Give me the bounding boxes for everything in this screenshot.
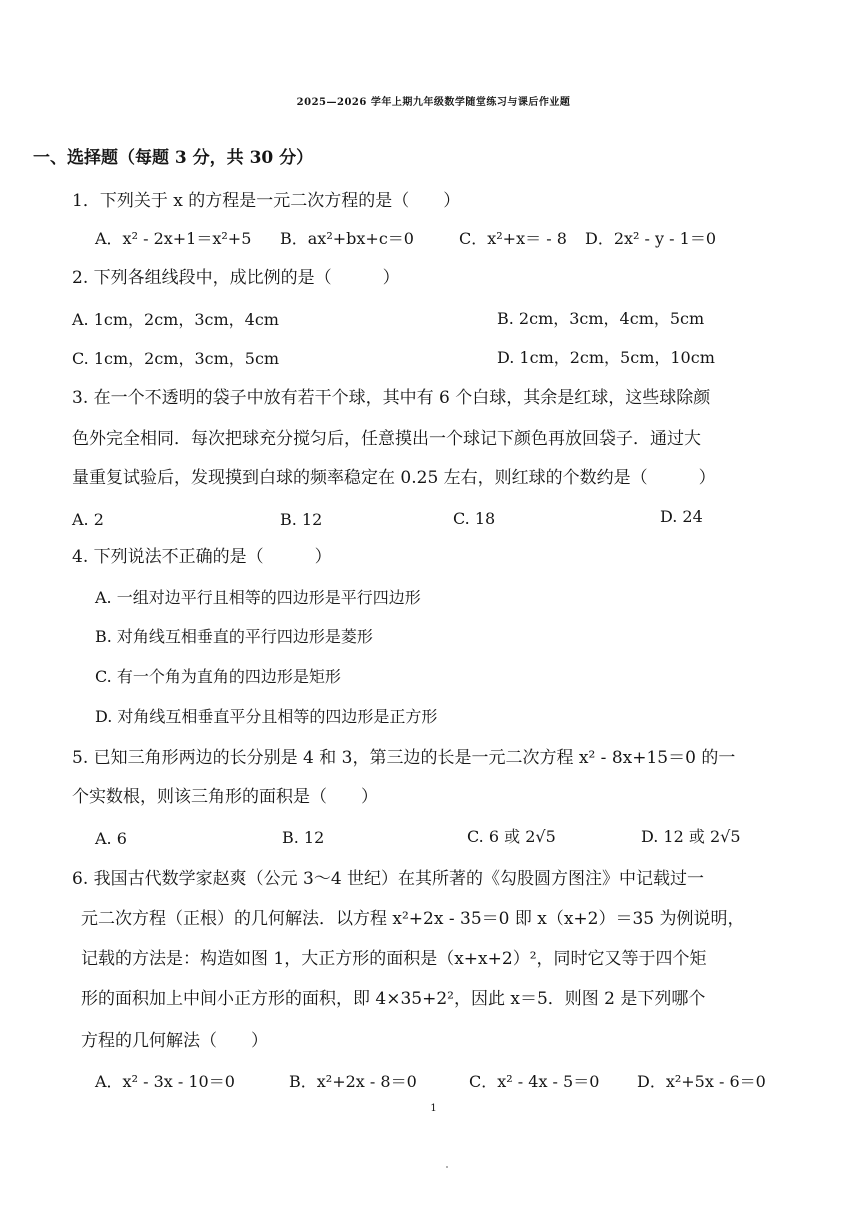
question-5-option-b: B. 12 (282, 828, 325, 847)
question-3-stem-line-2: 色外完全相同．每次把球充分搅匀后，任意摸出一个球记下颜色再放回袋子．通过大 (72, 429, 701, 449)
question-6-stem-line-5: 方程的几何解法（ ） (81, 1031, 268, 1051)
question-3-option-a: A. 2 (72, 510, 104, 529)
question-4-option-c: C. 有一个角为直角的四边形是矩形 (95, 667, 341, 686)
question-5-stem-line-2: 个实数根，则该三角形的面积是（ ） (72, 787, 378, 807)
question-5-stem-line-1: 5. 已知三角形两边的长分别是 4 和 3，第三边的长是一元二次方程 x² - 8x+15＝0 的一 (72, 748, 736, 768)
question-3-stem-line-1: 3. 在一个不透明的袋子中放有若干个球，其中有 6 个白球，其余是红球，这些球除颜 (72, 388, 711, 408)
question-3-option-b: B. 12 (280, 510, 323, 529)
question-6-stem-line-3: 记载的方法是：构造如图 1，大正方形的面积是（x+x+2）²，同时它又等于四个矩 (81, 949, 707, 969)
question-4-option-d: D. 对角线互相垂直平分且相等的四边形是正方形 (95, 707, 438, 726)
section-heading: 一、选择题（每题 3 分，共 30 分） (33, 148, 314, 168)
scan-speck (446, 1166, 448, 1168)
question-1-option-d: D．2x² - y - 1＝0 (585, 229, 717, 248)
question-4-stem: 4. 下列说法不正确的是（ ） (72, 547, 332, 567)
question-3-stem-line-3: 量重复试验后，发现摸到白球的频率稳定在 0.25 左右，则红球的个数约是（ ） (72, 468, 716, 488)
question-3-option-c: C. 18 (453, 509, 496, 528)
question-2-option-b: B. 2cm，3cm，4cm，5cm (497, 309, 705, 328)
question-6-option-a: A．x² - 3x - 10＝0 (95, 1072, 235, 1091)
question-5-option-a: A. 6 (95, 829, 127, 848)
question-6-stem-line-4: 形的面积加上中间小正方形的面积，即 4×35+2²，因此 x＝5．则图 2 是下列哪个 (81, 989, 706, 1009)
question-4-option-b: B. 对角线互相垂直的平行四边形是菱形 (95, 627, 373, 646)
question-2-option-a: A. 1cm，2cm，3cm，4cm (72, 310, 279, 329)
question-1-stem: 1．下列关于 x 的方程是一元二次方程的是（ ） (72, 191, 461, 211)
question-6-stem-line-2: 元二次方程（正根）的几何解法．以方程 x²+2x - 35＝0 即 x（x+2）＝35 为例说明， (81, 909, 745, 929)
question-2-stem: 2. 下列各组线段中，成比例的是（ ） (72, 268, 400, 288)
question-1-option-a: A．x² - 2x+1＝x²+5 (95, 229, 252, 248)
page-number: 1 (430, 1103, 437, 1114)
question-4-option-a: A. 一组对边平行且相等的四边形是平行四边形 (95, 588, 421, 607)
exam-title: 2025—2026 学年上期九年级数学随堂练习与课后作业题 (296, 97, 571, 108)
question-6-option-c: C．x² - 4x - 5＝0 (469, 1072, 600, 1091)
question-1-option-c: C．x²+x＝ - 8 (459, 229, 567, 248)
question-2-option-c: C. 1cm，2cm，3cm，5cm (72, 349, 280, 368)
question-3-option-d: D. 24 (660, 507, 703, 526)
question-5-option-c: C. 6 或 2√5 (467, 827, 556, 846)
question-1-option-b: B．ax²+bx+c＝0 (280, 229, 414, 248)
question-2-option-d: D. 1cm，2cm，5cm，10cm (497, 348, 715, 367)
question-6-option-d: D．x²+5x - 6＝0 (637, 1072, 766, 1091)
question-5-option-d: D. 12 或 2√5 (641, 827, 741, 846)
question-6-option-b: B．x²+2x - 8＝0 (289, 1072, 417, 1091)
question-6-stem-line-1: 6. 我国古代数学家赵爽（公元 3～4 世纪）在其所著的《勾股圆方图注》中记载过一 (72, 869, 705, 889)
